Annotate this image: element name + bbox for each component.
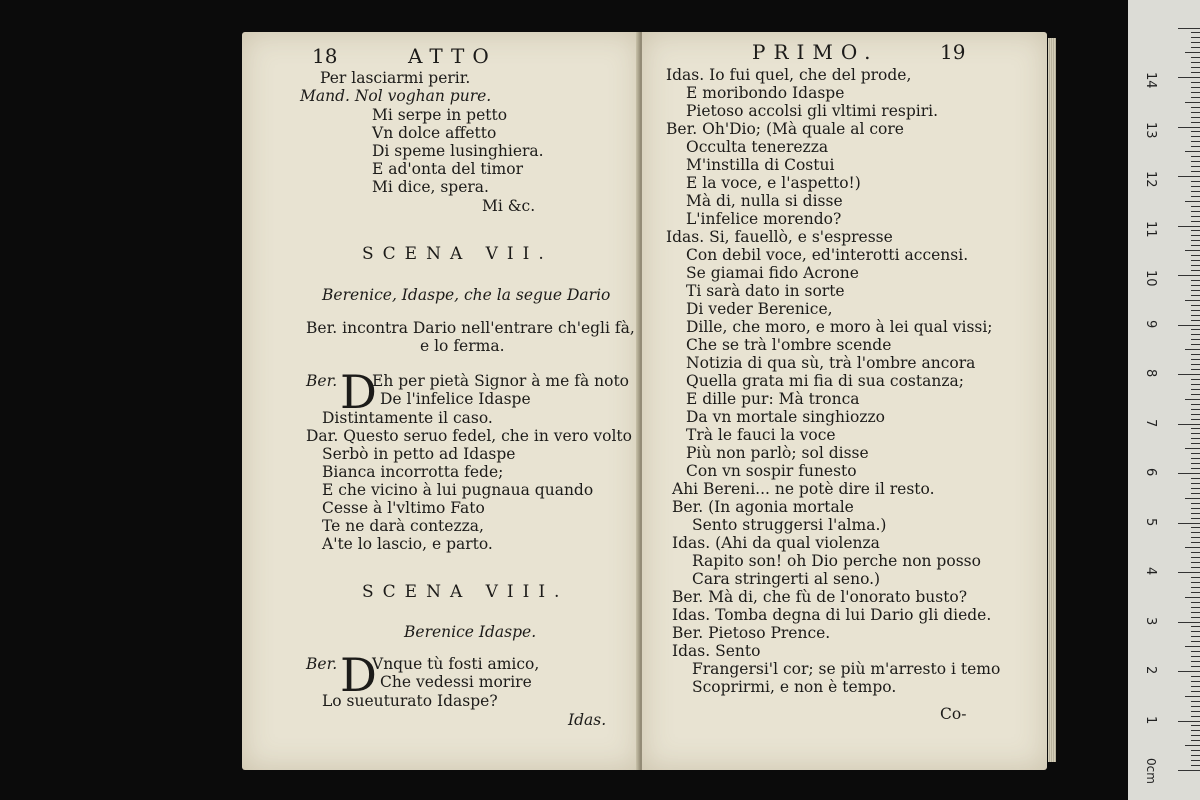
ruler-tick bbox=[1191, 458, 1200, 459]
ruler-tick bbox=[1185, 399, 1200, 400]
text-line: Mi &c. bbox=[482, 197, 536, 215]
text-line: Ahi Bereni... ne potè dire il resto. bbox=[672, 480, 935, 498]
text-line: Di speme lusinghiera. bbox=[372, 142, 544, 160]
catchword: Idas. bbox=[568, 711, 607, 729]
ruler-tick bbox=[1191, 255, 1200, 256]
text-line: Rapito son! oh Dio perche non posso bbox=[692, 552, 981, 570]
ruler-tick bbox=[1191, 676, 1200, 677]
ruler-tick bbox=[1191, 433, 1200, 434]
ruler-tick bbox=[1191, 681, 1200, 682]
scene-heading: SCENA VII. bbox=[362, 244, 553, 264]
ruler-tick bbox=[1191, 285, 1200, 286]
ruler-tick bbox=[1191, 503, 1200, 504]
speaker-label: Ber. bbox=[306, 655, 338, 673]
ruler-tick bbox=[1191, 513, 1200, 514]
ruler-tick bbox=[1191, 295, 1200, 296]
text-line: A'te lo lascio, e parto. bbox=[322, 535, 493, 553]
ruler-tick bbox=[1191, 735, 1200, 736]
ruler-tick bbox=[1191, 245, 1200, 246]
text-line: Idas. Si, fauellò, e s'espresse bbox=[666, 228, 893, 246]
ruler-tick bbox=[1191, 62, 1200, 63]
text-line: Eh per pietà Signor à me fà noto bbox=[372, 372, 629, 390]
right-page-number: 19 bbox=[940, 40, 966, 64]
ruler-tick bbox=[1191, 577, 1200, 578]
ruler-tick bbox=[1191, 369, 1200, 370]
ruler-tick bbox=[1191, 310, 1200, 311]
ruler-tick bbox=[1191, 414, 1200, 415]
text-line: Per lasciarmi perir. bbox=[320, 69, 471, 87]
ruler-tick bbox=[1191, 691, 1200, 692]
text-line: Lo sueuturato Idaspe? bbox=[322, 692, 498, 710]
ruler-number: 11 bbox=[1143, 220, 1158, 238]
text-line: Che se trà l'ombre scende bbox=[686, 336, 892, 354]
ruler-tick bbox=[1191, 602, 1200, 603]
text-line: Idas. Tomba degna di lui Dario gli diede. bbox=[672, 606, 992, 624]
ruler-number: 13 bbox=[1143, 121, 1158, 139]
ruler-tick bbox=[1191, 315, 1200, 316]
ruler-tick bbox=[1185, 448, 1200, 449]
ruler-tick bbox=[1185, 646, 1200, 647]
ruler-tick bbox=[1191, 394, 1200, 395]
ruler-tick bbox=[1191, 730, 1200, 731]
ruler-tick bbox=[1191, 280, 1200, 281]
ruler-number: 3 bbox=[1143, 616, 1158, 625]
ruler-tick bbox=[1191, 686, 1200, 687]
ruler-tick bbox=[1178, 275, 1200, 276]
text-line: Te ne darà contezza, bbox=[322, 517, 484, 535]
ruler-tick bbox=[1191, 354, 1200, 355]
ruler-tick bbox=[1191, 37, 1200, 38]
text-line: Scoprirmi, e non è tempo. bbox=[692, 678, 897, 696]
ruler-tick bbox=[1191, 765, 1200, 766]
ruler-tick bbox=[1191, 240, 1200, 241]
ruler-number: 7 bbox=[1143, 418, 1158, 427]
ruler-tick bbox=[1191, 404, 1200, 405]
text-line: Di veder Berenice, bbox=[686, 300, 833, 318]
ruler-tick bbox=[1191, 87, 1200, 88]
ruler-tick bbox=[1185, 201, 1200, 202]
ruler-number: 4 bbox=[1143, 567, 1158, 576]
ruler-tick bbox=[1191, 107, 1200, 108]
text-line: E moribondo Idaspe bbox=[686, 84, 845, 102]
text-line: Da vn mortale singhiozzo bbox=[686, 408, 885, 426]
ruler-tick bbox=[1185, 250, 1200, 251]
text-line: E dille pur: Mà tronca bbox=[686, 390, 860, 408]
ruler-tick bbox=[1178, 374, 1200, 375]
ruler-tick bbox=[1191, 508, 1200, 509]
ruler-tick bbox=[1191, 537, 1200, 538]
ruler-tick bbox=[1191, 706, 1200, 707]
text-line: Ti sarà dato in sorte bbox=[686, 282, 845, 300]
text-line: Cesse à l'vltimo Fato bbox=[322, 499, 485, 517]
ruler-tick bbox=[1178, 176, 1200, 177]
ruler-tick bbox=[1191, 235, 1200, 236]
character-list: Berenice Idaspe. bbox=[404, 623, 537, 641]
ruler-tick bbox=[1191, 364, 1200, 365]
text-line: Con debil voce, ed'interotti accensi. bbox=[686, 246, 969, 264]
ruler-tick bbox=[1191, 329, 1200, 330]
text-line: De l'infelice Idaspe bbox=[380, 390, 531, 408]
ruler-tick bbox=[1191, 701, 1200, 702]
ruler-tick bbox=[1191, 384, 1200, 385]
ruler-tick bbox=[1191, 607, 1200, 608]
text-line: Quella grata mi fia di sua costanza; bbox=[686, 372, 964, 390]
text-line: M'instilla di Costui bbox=[686, 156, 835, 174]
ruler-tick bbox=[1191, 661, 1200, 662]
ruler-tick bbox=[1191, 419, 1200, 420]
text-line: Vnque tù fosti amico, bbox=[372, 655, 540, 673]
ruler-tick bbox=[1191, 122, 1200, 123]
ruler-tick bbox=[1191, 557, 1200, 558]
ruler-tick bbox=[1191, 711, 1200, 712]
text-line: Notizia di qua sù, trà l'ombre ancora bbox=[686, 354, 976, 372]
ruler-tick bbox=[1191, 230, 1200, 231]
ruler-tick bbox=[1185, 696, 1200, 697]
ruler-tick bbox=[1191, 725, 1200, 726]
ruler-tick bbox=[1178, 622, 1200, 623]
ruler-tick bbox=[1191, 636, 1200, 637]
ruler-tick bbox=[1191, 191, 1200, 192]
ruler-tick bbox=[1185, 349, 1200, 350]
stage-direction: Ber. incontra Dario nell'entrare ch'egli fà, bbox=[306, 319, 635, 337]
text-line: Se giamai fido Acrone bbox=[686, 264, 859, 282]
text-line: E la voce, e l'aspetto!) bbox=[686, 174, 861, 192]
ruler-tick bbox=[1191, 409, 1200, 410]
text-line: Trà le fauci la voce bbox=[686, 426, 836, 444]
ruler-tick bbox=[1191, 196, 1200, 197]
ruler-tick bbox=[1191, 755, 1200, 756]
ruler-tick bbox=[1191, 562, 1200, 563]
ruler-tick bbox=[1191, 47, 1200, 48]
ruler-tick bbox=[1191, 171, 1200, 172]
ruler-tick bbox=[1191, 72, 1200, 73]
ruler-tick bbox=[1191, 42, 1200, 43]
text-line: Ber. Oh'Dio; (Mà quale al core bbox=[666, 120, 904, 138]
ruler-tick bbox=[1191, 567, 1200, 568]
text-line: Dar. Questo seruo fedel, che in vero volto bbox=[306, 427, 632, 445]
ruler-tick bbox=[1191, 221, 1200, 222]
ruler-tick bbox=[1191, 82, 1200, 83]
ruler-number: 6 bbox=[1143, 468, 1158, 477]
ruler-tick bbox=[1191, 626, 1200, 627]
ruler-tick bbox=[1191, 161, 1200, 162]
ruler-number: 10 bbox=[1143, 270, 1158, 287]
ruler-tick bbox=[1178, 473, 1200, 474]
ruler-tick bbox=[1191, 656, 1200, 657]
ruler-tick bbox=[1191, 146, 1200, 147]
page-edges bbox=[1048, 38, 1056, 762]
ruler-tick bbox=[1191, 379, 1200, 380]
ruler-number: 2 bbox=[1143, 666, 1158, 675]
ruler-tick bbox=[1191, 216, 1200, 217]
text-line: Dille, che moro, e moro à lei qual vissi; bbox=[686, 318, 993, 336]
text-line: E che vicino à lui pugnaua quando bbox=[322, 481, 594, 499]
ruler-tick bbox=[1185, 151, 1200, 152]
ruler-tick bbox=[1178, 572, 1200, 573]
ruler-tick bbox=[1191, 587, 1200, 588]
text-line: Ber. (In agonia mortale bbox=[672, 498, 854, 516]
ruler-tick bbox=[1191, 463, 1200, 464]
ruler-tick bbox=[1191, 740, 1200, 741]
ruler-tick bbox=[1191, 443, 1200, 444]
ruler-number: 14 bbox=[1143, 72, 1158, 89]
ruler-tick bbox=[1178, 424, 1200, 425]
ruler-tick bbox=[1185, 547, 1200, 548]
right-running-head: PRIMO. bbox=[752, 40, 879, 64]
ruler-tick bbox=[1191, 612, 1200, 613]
text-line: Cara stringerti al seno.) bbox=[692, 570, 881, 588]
ruler-tick bbox=[1185, 300, 1200, 301]
ruler-tick bbox=[1191, 527, 1200, 528]
drop-cap: D bbox=[340, 365, 377, 419]
ruler-tick bbox=[1191, 483, 1200, 484]
ruler-unit-label: 0cm bbox=[1144, 758, 1158, 784]
ruler-tick bbox=[1191, 181, 1200, 182]
left-page-number: 18 bbox=[312, 44, 338, 68]
ruler-tick bbox=[1191, 156, 1200, 157]
ruler-tick bbox=[1191, 552, 1200, 553]
ruler-tick bbox=[1178, 226, 1200, 227]
text-line: Ber. Pietoso Prence. bbox=[672, 624, 831, 642]
ruler-number: 1 bbox=[1143, 715, 1158, 724]
ruler-tick bbox=[1191, 542, 1200, 543]
ruler-tick bbox=[1191, 750, 1200, 751]
ruler-tick bbox=[1178, 770, 1200, 771]
speaker-label: Ber. bbox=[306, 372, 338, 390]
ruler-tick bbox=[1185, 102, 1200, 103]
text-line: Mi serpe in petto bbox=[372, 106, 508, 124]
ruler-tick bbox=[1191, 334, 1200, 335]
ruler-tick bbox=[1191, 428, 1200, 429]
ruler-tick bbox=[1191, 666, 1200, 667]
ruler-tick bbox=[1178, 523, 1200, 524]
text-line: L'infelice morendo? bbox=[686, 210, 842, 228]
ruler-tick bbox=[1191, 97, 1200, 98]
ruler-tick bbox=[1191, 651, 1200, 652]
ruler-tick bbox=[1191, 206, 1200, 207]
ruler-number: 9 bbox=[1143, 319, 1158, 328]
ruler-tick bbox=[1191, 290, 1200, 291]
ruler-tick bbox=[1191, 186, 1200, 187]
ruler-tick bbox=[1191, 112, 1200, 113]
ruler-tick bbox=[1191, 265, 1200, 266]
ruler-tick bbox=[1185, 745, 1200, 746]
ruler-tick bbox=[1191, 478, 1200, 479]
ruler-tick bbox=[1191, 305, 1200, 306]
ruler-tick bbox=[1191, 493, 1200, 494]
catchword: Co- bbox=[940, 705, 967, 723]
text-line: Bianca incorrotta fede; bbox=[322, 463, 504, 481]
text-line: Idas. Sento bbox=[672, 642, 761, 660]
text-line: Frangersi'l cor; se più m'arresto i temo bbox=[692, 660, 1001, 678]
ruler-tick bbox=[1191, 270, 1200, 271]
measuring-ruler bbox=[1128, 0, 1200, 800]
text-line: Serbò in petto ad Idaspe bbox=[322, 445, 516, 463]
ruler-tick bbox=[1191, 92, 1200, 93]
text-line: Che vedessi morire bbox=[380, 673, 532, 691]
ruler-tick bbox=[1191, 211, 1200, 212]
ruler-tick bbox=[1191, 617, 1200, 618]
ruler-tick bbox=[1191, 488, 1200, 489]
ruler-tick bbox=[1185, 597, 1200, 598]
text-line: Sento struggersi l'alma.) bbox=[692, 516, 887, 534]
drop-cap: D bbox=[340, 648, 377, 702]
ruler-tick bbox=[1191, 582, 1200, 583]
left-running-head: ATTO bbox=[408, 44, 497, 68]
text-line: Mand. Nol voghan pure. bbox=[300, 87, 492, 105]
ruler-tick bbox=[1191, 592, 1200, 593]
ruler-tick bbox=[1178, 127, 1200, 128]
ruler-tick bbox=[1191, 166, 1200, 167]
ruler-tick bbox=[1191, 339, 1200, 340]
ruler-tick bbox=[1185, 52, 1200, 53]
scene-heading: SCENA VIII. bbox=[362, 582, 569, 602]
ruler-tick bbox=[1178, 28, 1200, 29]
ruler-tick bbox=[1191, 438, 1200, 439]
ruler-tick bbox=[1178, 325, 1200, 326]
ruler-number: 8 bbox=[1143, 369, 1158, 378]
text-line: Mi dice, spera. bbox=[372, 178, 489, 196]
ruler-tick bbox=[1191, 117, 1200, 118]
text-line: E ad'onta del timor bbox=[372, 160, 523, 178]
ruler-tick bbox=[1191, 468, 1200, 469]
ruler-tick bbox=[1191, 57, 1200, 58]
ruler-tick bbox=[1185, 498, 1200, 499]
text-line: Idas. (Ahi da qual violenza bbox=[672, 534, 880, 552]
text-line: Idas. Io fui quel, che del prode, bbox=[666, 66, 912, 84]
ruler-tick bbox=[1191, 320, 1200, 321]
ruler-tick bbox=[1191, 641, 1200, 642]
text-line: Ber. Mà di, che fù de l'onorato busto? bbox=[672, 588, 968, 606]
text-line: Vn dolce affetto bbox=[372, 124, 497, 142]
ruler-tick bbox=[1191, 389, 1200, 390]
text-line: Mà di, nulla si disse bbox=[686, 192, 843, 210]
ruler-tick bbox=[1191, 760, 1200, 761]
ruler-tick bbox=[1191, 453, 1200, 454]
ruler-tick bbox=[1191, 532, 1200, 533]
ruler-tick bbox=[1191, 344, 1200, 345]
ruler-number: 5 bbox=[1143, 517, 1158, 526]
ruler-tick bbox=[1191, 67, 1200, 68]
ruler-tick bbox=[1191, 131, 1200, 132]
text-line: Distintamente il caso. bbox=[322, 409, 493, 427]
ruler-tick bbox=[1178, 77, 1200, 78]
ruler-tick bbox=[1191, 518, 1200, 519]
ruler-tick bbox=[1178, 721, 1200, 722]
ruler-number: 12 bbox=[1143, 171, 1158, 188]
character-list: Berenice, Idaspe, che la segue Dario bbox=[322, 286, 611, 304]
ruler-tick bbox=[1191, 359, 1200, 360]
text-line: Con vn sospir funesto bbox=[686, 462, 857, 480]
text-line: Più non parlò; sol disse bbox=[686, 444, 869, 462]
text-line: Occulta tenerezza bbox=[686, 138, 829, 156]
ruler-tick bbox=[1191, 716, 1200, 717]
stage-direction: e lo ferma. bbox=[420, 337, 505, 355]
ruler-tick bbox=[1191, 631, 1200, 632]
ruler-tick bbox=[1178, 671, 1200, 672]
ruler-tick bbox=[1191, 32, 1200, 33]
text-line: Pietoso accolsi gli vltimi respiri. bbox=[686, 102, 939, 120]
ruler-tick bbox=[1191, 136, 1200, 137]
ruler-tick bbox=[1191, 141, 1200, 142]
ruler-tick bbox=[1191, 260, 1200, 261]
